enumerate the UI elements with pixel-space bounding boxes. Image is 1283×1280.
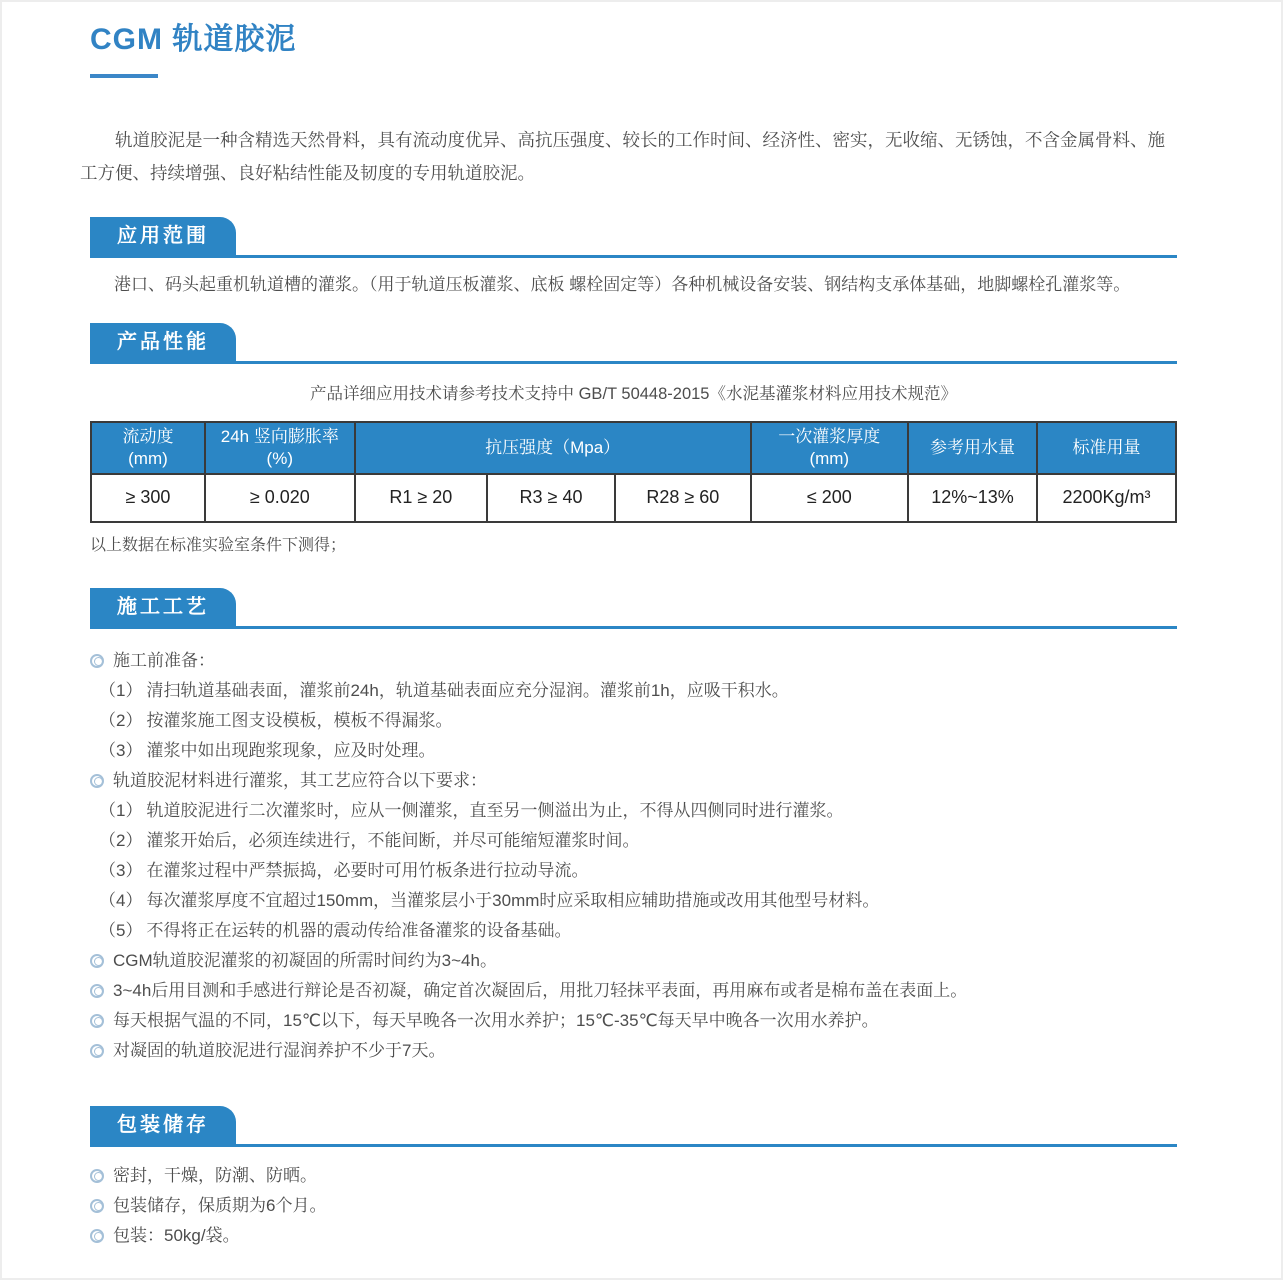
application-body: 港口、码头起重机轨道槽的灌浆。（用于轨道压板灌浆、底板 螺栓固定等）各种机械设备安装、钢结构支承体基础，地脚螺栓孔灌浆等。 <box>114 275 1131 294</box>
section-badge-application: 应用范围 <box>90 217 236 255</box>
cell-flow: ≥ 300 <box>91 474 205 522</box>
cell-thickness: ≤ 200 <box>751 474 908 522</box>
list-item-text: 灌浆开始后，必须连续进行，不能间断，并尽可能缩短灌浆时间。 <box>146 830 640 850</box>
col-header-text: 流动度 <box>122 426 174 446</box>
list-item-text: 按灌浆施工图支设模板，模板不得漏浆。 <box>146 710 453 730</box>
list-item-text: 密封，干燥，防潮、防晒。 <box>113 1165 317 1185</box>
list-item-text: 清扫轨道基础表面，灌浆前24h，轨道基础表面应充分湿润。灌浆前1h，应吸干积水。 <box>146 680 789 700</box>
standard-reference: 产品详细应用技术请参考技术支持中 GB/T 50448-2015《水泥基灌浆材料应用技术规范》 <box>310 385 957 403</box>
list-item-text: 施工前准备： <box>113 650 215 670</box>
title-underline <box>90 74 158 78</box>
col-header-text: 标准用量 <box>1072 437 1141 457</box>
table-data-row <box>91 474 1176 522</box>
intro-paragraph: 轨道胶泥是一种含精选天然骨料，具有流动度优异、高抗压强度、较长的工作时间、经济性、密实，无收缩、无锈蚀，不含金属骨料、施工方便、持续增强、良好粘结性能及韧度的专用轨道胶泥。 <box>80 130 1165 183</box>
list-item-text: 包装储存，保质期为6个月。 <box>113 1195 327 1215</box>
list-item-text: 在灌浆过程中严禁振捣，必要时可用竹板条进行拉动导流。 <box>146 860 589 880</box>
table-header-row <box>91 422 1176 474</box>
cell-expansion: ≥ 0.020 <box>205 474 355 522</box>
ring-bullet-icon <box>90 654 104 668</box>
list-item <box>90 976 1177 1006</box>
list-item-text: CGM轨道胶泥灌浆的初凝固的所需时间约为3~4h。 <box>113 950 497 970</box>
col-header-unit: (mm) <box>809 448 850 468</box>
col-header-text: 一次灌浆厚度 <box>778 426 881 446</box>
cell-r1: R1 ≥ 20 <box>355 474 487 522</box>
list-item <box>90 1036 1177 1066</box>
ring-bullet-icon <box>90 984 104 998</box>
list-item <box>90 856 1177 886</box>
col-header-unit: (mm) <box>128 448 168 468</box>
ring-bullet-icon <box>90 1044 104 1058</box>
list-item <box>90 676 1177 706</box>
list-item-text: 每天根据气温的不同，15℃以下，每天早晚各一次用水养护；15℃-35℃每天早中晚各一次用水养护。 <box>113 1010 879 1030</box>
cell-water: 12%~13% <box>908 474 1037 522</box>
list-item <box>90 916 1177 946</box>
list-item <box>90 646 1177 676</box>
ring-bullet-icon <box>90 774 104 788</box>
list-item-text: 3~4h后用目测和手感进行辩论是否初凝，确定首次凝固后，用批刀轻抹平表面，再用麻布或者是棉布盖在表面上。 <box>113 980 968 1000</box>
list-item-text: 轨道胶泥进行二次灌浆时，应从一侧灌浆，直至另一侧溢出为止，不得从四侧同时进行灌浆。 <box>146 800 844 820</box>
list-item <box>90 946 1177 976</box>
section-header-application <box>90 217 1177 258</box>
item-number: （1） <box>99 800 143 820</box>
list-item <box>90 766 1177 796</box>
list-item <box>90 1191 1177 1221</box>
item-number: （3） <box>99 860 143 880</box>
col-header-compressive <box>355 422 751 474</box>
ring-bullet-icon <box>90 1199 104 1213</box>
list-item <box>90 706 1177 736</box>
col-header-flow <box>91 422 205 474</box>
list-item <box>90 1161 1177 1191</box>
list-item-text: 不得将正在运转的机器的震动传给准备灌浆的设备基础。 <box>146 920 572 940</box>
list-item-text: 包装：50kg/袋。 <box>113 1225 240 1245</box>
ring-bullet-icon <box>90 1229 104 1243</box>
item-number: （4） <box>99 890 143 910</box>
section-header-performance <box>90 323 1177 364</box>
col-header-dosage <box>1037 422 1176 474</box>
table-footnote: 以上数据在标准实验室条件下测得； <box>90 536 347 554</box>
col-header-water <box>908 422 1037 474</box>
cell-r3: R3 ≥ 40 <box>487 474 615 522</box>
col-header-text: 24h 竖向膨胀率 <box>220 426 339 446</box>
list-item <box>90 1006 1177 1036</box>
section-header-construction <box>90 588 1177 629</box>
col-header-expansion <box>205 422 355 474</box>
list-item <box>90 1221 1177 1251</box>
list-item <box>90 736 1177 766</box>
list-item-text: 对凝固的轨道胶泥进行湿润养护不少于7天。 <box>113 1040 446 1060</box>
list-item <box>90 826 1177 856</box>
item-number: （5） <box>99 920 143 940</box>
col-header-thickness <box>751 422 908 474</box>
section-header-packaging <box>90 1106 1177 1147</box>
col-header-text: 抗压强度（Mpa） <box>485 437 621 457</box>
ring-bullet-icon <box>90 1014 104 1028</box>
cell-r28: R28 ≥ 60 <box>615 474 751 522</box>
list-item-text: 轨道胶泥材料进行灌浆，其工艺应符合以下要求： <box>113 770 487 790</box>
item-number: （2） <box>99 830 143 850</box>
list-item-text: 每次灌浆厚度不宜超过150mm，当灌浆层小于30mm时应采取相应辅助措施或改用其他型号材料。 <box>146 890 880 910</box>
packaging-list <box>90 1161 1177 1251</box>
ring-bullet-icon <box>90 1169 104 1183</box>
item-number: （3） <box>99 740 143 760</box>
construction-list <box>90 646 1177 1066</box>
page-title: CGM 轨道胶泥 <box>90 23 297 56</box>
col-header-unit: (%) <box>266 448 293 468</box>
performance-table <box>90 421 1177 523</box>
ring-bullet-icon <box>90 954 104 968</box>
list-item <box>90 796 1177 826</box>
list-item <box>90 886 1177 916</box>
section-badge-construction: 施工工艺 <box>90 588 236 626</box>
col-header-text: 参考用水量 <box>929 437 1015 457</box>
item-number: （2） <box>99 710 143 730</box>
section-badge-packaging: 包装储存 <box>90 1106 236 1144</box>
list-item-text: 灌浆中如出现跑浆现象，应及时处理。 <box>146 740 436 760</box>
section-badge-performance: 产品性能 <box>90 323 236 361</box>
cell-dosage: 2200Kg/m³ <box>1037 474 1176 522</box>
item-number: （1） <box>99 680 143 700</box>
